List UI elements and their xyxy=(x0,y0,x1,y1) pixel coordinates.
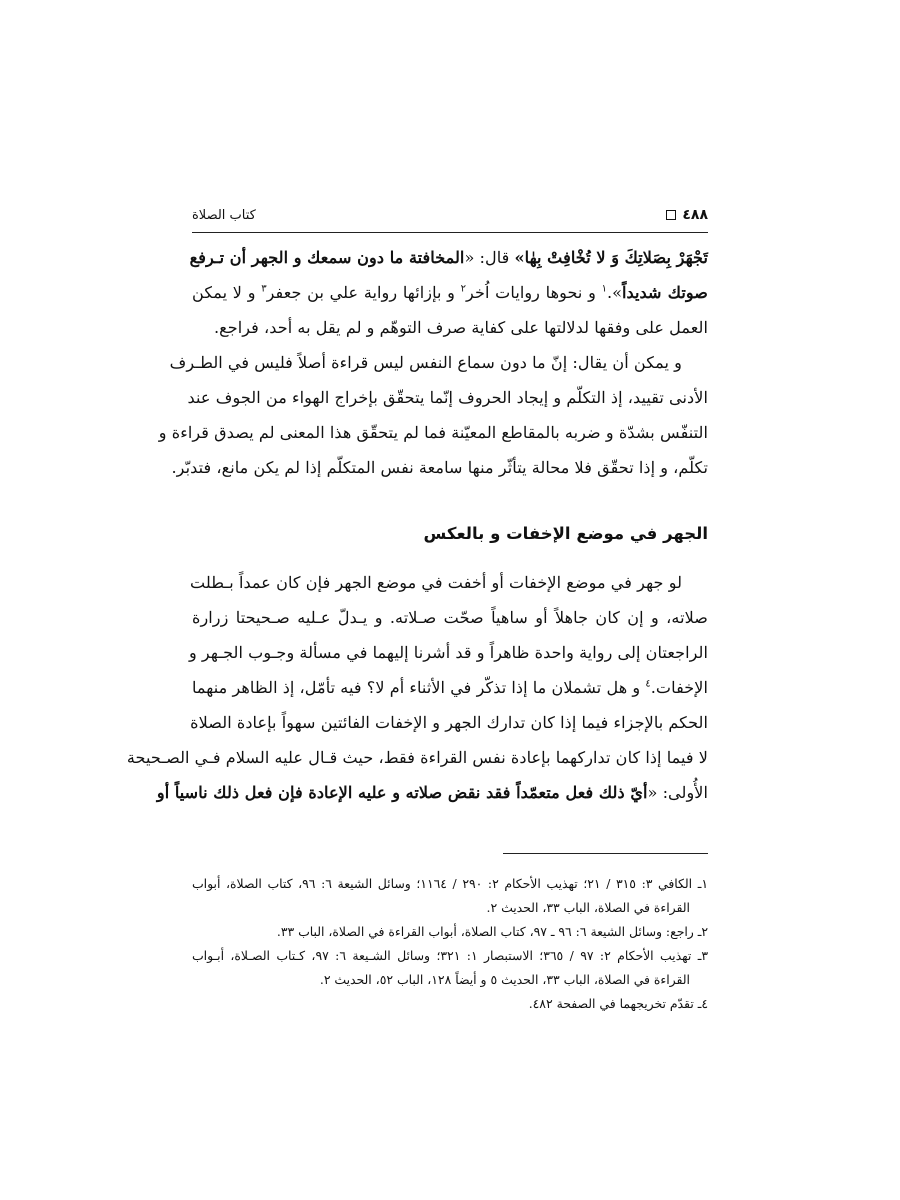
text-segment: و هل تشملان ما إذا تذكّر في الأثناء أم لا؟ فيه تأمّل، إذ الظاهر منهما xyxy=(192,678,646,697)
footnote-ref-2[interactable]: ٢ xyxy=(460,283,467,295)
quran-quote: تَجْهَرْ بِصَلاتِكَ وَ لا تُخْافِتْ بِهٰا» xyxy=(514,248,708,267)
text-segment: و نحوها روايات اُخر xyxy=(466,283,602,302)
paragraph-3-line-1: لو جهر في موضع الإخفات أو أخفت في موضع الجهر فإن كان عمداً بـطلت xyxy=(190,573,682,592)
body-text-bottom xyxy=(126,565,708,810)
section-heading: الجهر في موضع الإخفات و بالعكس xyxy=(423,524,708,543)
paragraph-3-line-5: الحكم بالإجزاء فيما إذا كان تدارك الجهر و الإخفات الفائتين سهواً بإعادة الصلاة xyxy=(190,713,708,732)
paragraph-1-line-1 xyxy=(189,240,708,275)
footnote-ref-3[interactable]: ٣ xyxy=(261,283,267,295)
paragraph-1-line-2 xyxy=(192,275,708,310)
header-divider xyxy=(192,232,708,233)
footnote-ref-1[interactable]: ١ xyxy=(601,283,607,295)
hadith-quote: المخافتة ما دون سمعك و الجهر أن تـرفع xyxy=(189,248,465,267)
body-text-top xyxy=(158,240,708,485)
hadith-quote: أيّ ذلك فعل متعمّداً فقد نقض صلاته و عليه الإعادة فإن فعل ذلك ناسياً أو xyxy=(156,783,648,802)
page-number-group xyxy=(666,207,708,223)
footnote-2-line-1: ٢ـ راجع: وسائل الشيعة ٦: ٩٦ ـ ٩٧، كتاب الصلاة، أبواب القراءة في الصلاة، الباب ٣٣. xyxy=(276,924,708,939)
book-title: كتاب الصلاة xyxy=(192,207,256,223)
page-number: ٤٨٨ xyxy=(682,207,708,223)
footnote-divider xyxy=(503,853,708,854)
paragraph-1-line-3: العمل على وفقها لدلالتها على كفاية صرف التوهّم و لم يقل به أحد، فراجع. xyxy=(213,318,708,337)
footnote-1-line-2: القراءة في الصلاة، الباب ٣٣، الحديث ٢. xyxy=(486,900,690,915)
text-segment: و لا يمكن xyxy=(192,283,262,302)
text-segment: و بإزائها رواية علي بن جعفر xyxy=(266,283,461,302)
footnotes xyxy=(192,872,708,1016)
footnote-ref-4[interactable]: ٤ xyxy=(645,678,651,690)
text-segment: الأُولى: « xyxy=(647,783,708,802)
footnote-3-line-1: ٣ـ تهذيب الأحكام ٢: ٩٧ / ٣٦٥؛ الاستبصار ١: ٣٢١؛ وسائل الشـيعة ٦: ٩٧، كـتاب الصـلاة، أبـواب xyxy=(192,948,708,963)
hadith-quote-end: صوتك شديداً xyxy=(622,283,708,302)
square-bullet-icon xyxy=(666,210,676,220)
paragraph-2-line-1: و يمكن أن يقال: إنّ ما دون سماع النفس ليس قراءة أصلاً فليس في الطـرف xyxy=(169,353,682,372)
quote-close: ». xyxy=(606,283,623,302)
qala-text: قال: « xyxy=(464,248,515,267)
paragraph-3-line-7 xyxy=(156,775,708,810)
footnote-4-line-1: ٤ـ تقدّم تخريجهما في الصفحة ٤٨٢. xyxy=(528,996,708,1011)
paragraph-3-line-6: لا فيما إذا كان تداركهما بإعادة نفس القراءة فقط، حيث قـال عليه السلام فـي الصـحيحة xyxy=(126,748,708,767)
paragraph-2-line-4: تكلّم، و إذا تحقّق فلا محالة يتأثّر منها سامعة نفس المتكلّم إذا لم يكن مانع، فتدبّر. xyxy=(171,458,708,477)
paragraph-2-line-3: التنفّس بشدّة و ضربه بالمقاطع المعيّنة فما لم يتحقّق هذا المعنى لم يصدق قراءة و xyxy=(158,423,708,442)
paragraph-2-line-2: الأدنى تقييد، إذ التكلّم و إيجاد الحروف إنّما يتحقّق بإخراج الهواء من الجوف عند xyxy=(187,388,708,407)
footnote-1-line-1: ١ـ الكافي ٣: ٣١٥ / ٢١؛ تهذيب الأحكام ٢: ٢٩٠ / ١١٦٤؛ وسائل الشيعة ٦: ٩٦، كتاب الصلاة، أبواب xyxy=(192,876,708,891)
paragraph-3-line-4 xyxy=(192,670,708,705)
running-header xyxy=(192,203,708,227)
text-segment: الإخفات. xyxy=(650,678,708,697)
paragraph-3-line-3: الراجعتان إلى رواية واحدة ظاهراً و قد أشرنا إليهما في مسألة وجـوب الجـهر و xyxy=(188,643,708,662)
footnote-3-line-2: القراءة في الصلاة، الباب ٣٣، الحديث ٥ و أيضاً ١٢٨، الباب ٥٢، الحديث ٢. xyxy=(319,972,690,987)
paragraph-3-line-2: صلاته، و إن كان جاهلاً أو ساهياً صحّت صـلاته. و يـدلّ عـليه صـحيحتا زرارة xyxy=(192,608,708,627)
